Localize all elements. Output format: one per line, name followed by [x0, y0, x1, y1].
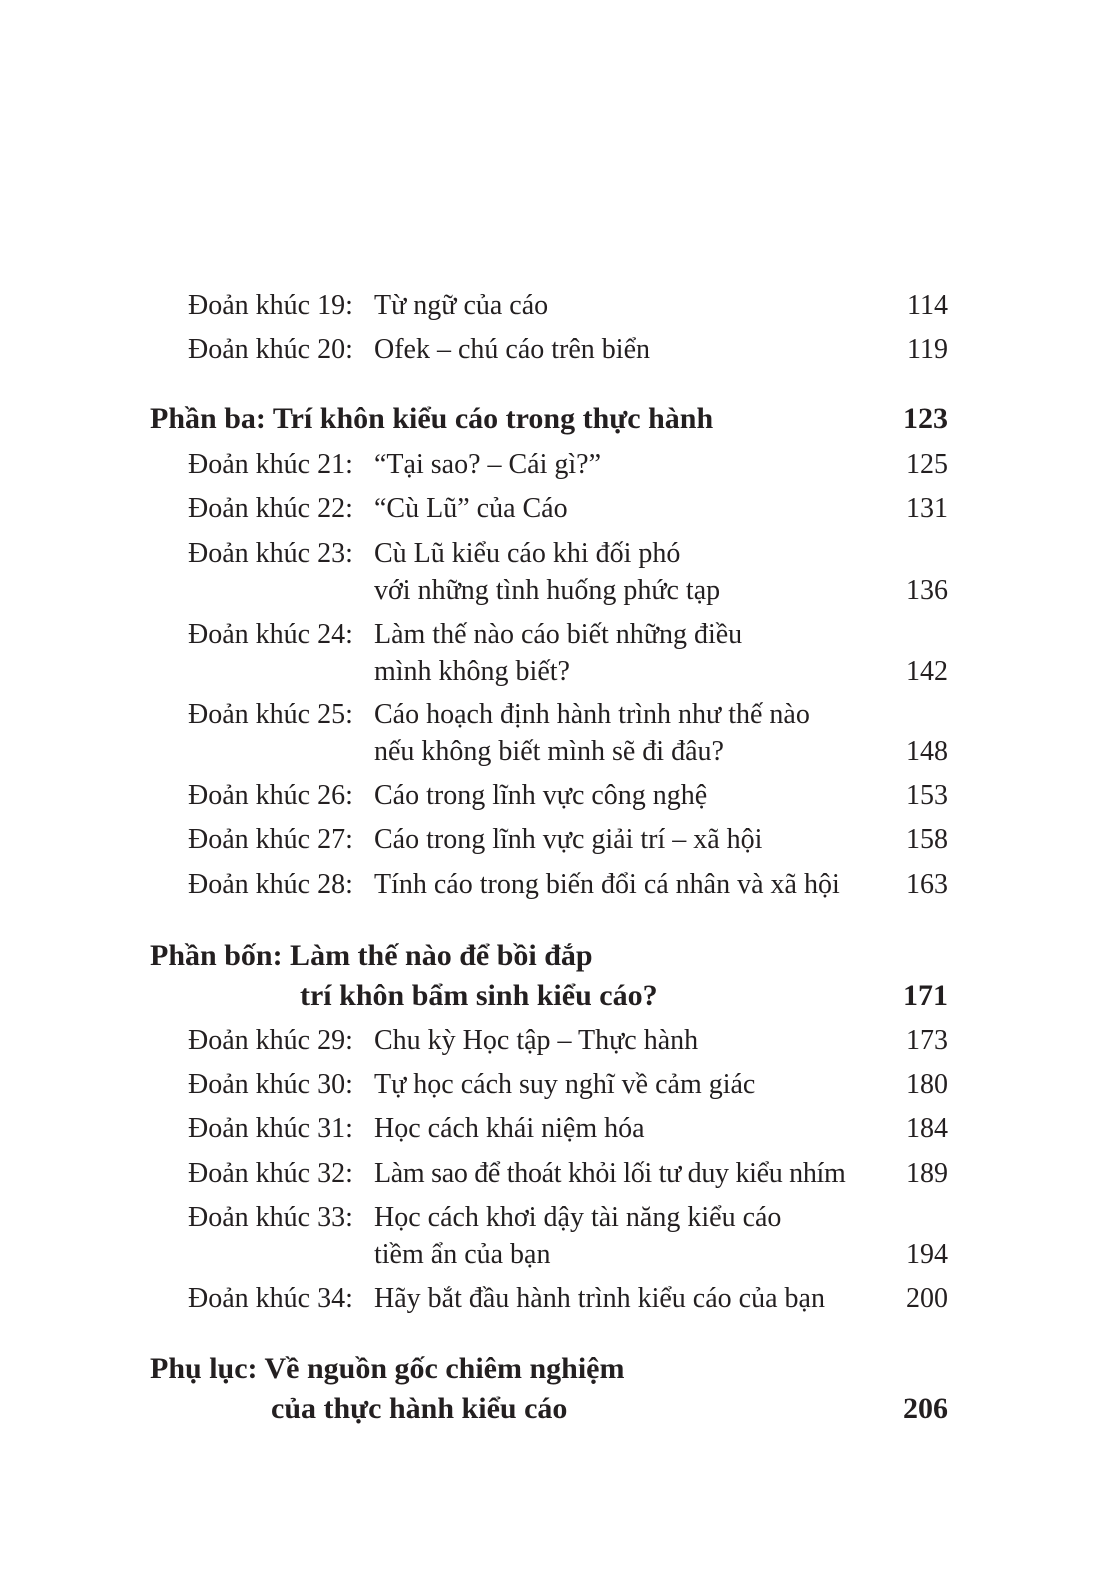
toc-entry-title-continued: tiềm ẩn của bạn [374, 1239, 551, 1270]
toc-page-number: 194 [906, 1239, 948, 1270]
toc-entry-label: Đoản khúc 31: [188, 1113, 353, 1144]
toc-entry-title: Học cách khái niệm hóa [374, 1113, 645, 1144]
toc-entry-title: “Cù Lũ” của Cáo [374, 493, 568, 524]
toc-entry-title: Làm sao để thoát khỏi lối tư duy kiểu nhím [374, 1158, 846, 1189]
toc-page-number: 131 [906, 493, 948, 524]
toc-entry-title: Học cách khơi dậy tài năng kiểu cáo [374, 1202, 782, 1233]
toc-page-number: 123 [903, 402, 948, 435]
toc-page-number: 180 [906, 1069, 948, 1100]
toc-entry-title: Hãy bắt đầu hành trình kiểu cáo của bạn [374, 1283, 825, 1314]
toc-page-number: 200 [906, 1283, 948, 1314]
toc-entry-label: Đoản khúc 33: [188, 1202, 353, 1233]
toc-entry-label: Đoản khúc 29: [188, 1025, 353, 1056]
toc-page-number: 206 [903, 1392, 948, 1425]
toc-page-number: 148 [906, 736, 948, 767]
toc-entry-label: Đoản khúc 20: [188, 334, 353, 365]
toc-page-number: 158 [906, 824, 948, 855]
toc-entry-title: Chu kỳ Học tập – Thực hành [374, 1025, 699, 1056]
toc-entry-title: Làm thế nào cáo biết những điều [374, 619, 743, 650]
toc-entry-label: Đoản khúc 24: [188, 619, 353, 650]
toc-entry-label: Đoản khúc 30: [188, 1069, 353, 1100]
toc-entry-label: Đoản khúc 26: [188, 780, 353, 811]
toc-page-number: 125 [906, 449, 948, 480]
toc-page-number: 114 [907, 290, 948, 321]
toc-page-number: 171 [903, 979, 948, 1012]
toc-page-number: 173 [906, 1025, 948, 1056]
toc-entry-title: Từ ngữ của cáo [374, 290, 549, 321]
toc-part-title: Phụ lục: Về nguồn gốc chiêm nghiệm [150, 1352, 625, 1385]
toc-entry-label: Đoản khúc 25: [188, 699, 353, 730]
toc-page-number: 119 [907, 334, 948, 365]
toc-entry-label: Đoản khúc 21: [188, 449, 353, 480]
toc-entry-label: Đoản khúc 27: [188, 824, 353, 855]
toc-entry-title: Cáo hoạch định hành trình như thế nào [374, 699, 810, 730]
toc-entry-title: Cáo trong lĩnh vực giải trí – xã hội [374, 824, 763, 855]
toc-entry-title: Ofek – chú cáo trên biển [374, 334, 650, 365]
toc-part-title: Phần bốn: Làm thế nào để bồi đắp [150, 939, 593, 972]
toc-entry-label: Đoản khúc 28: [188, 869, 353, 900]
toc-entry-title-continued: mình không biết? [374, 656, 570, 687]
toc-entry-title: Tính cáo trong biến đổi cá nhân và xã hội [374, 869, 840, 900]
toc-entry-label: Đoản khúc 34: [188, 1283, 353, 1314]
toc-page-number: 163 [906, 869, 948, 900]
toc-entry-title: Cù Lũ kiểu cáo khi đối phó [374, 538, 681, 569]
toc-entry-label: Đoản khúc 23: [188, 538, 353, 569]
toc-page-number: 189 [906, 1158, 948, 1189]
toc-page-number: 153 [906, 780, 948, 811]
toc-entry-title: “Tại sao? – Cái gì?” [374, 449, 602, 480]
toc-part-title-continued: trí khôn bẩm sinh kiểu cáo? [300, 979, 658, 1012]
toc-entry-title: Tự học cách suy nghĩ về cảm giác [374, 1069, 756, 1100]
toc-entry-label: Đoản khúc 22: [188, 493, 353, 524]
toc-entry-label: Đoản khúc 32: [188, 1158, 353, 1189]
toc-page-number: 142 [906, 656, 948, 687]
toc-entry-title-continued: nếu không biết mình sẽ đi đâu? [374, 736, 724, 767]
toc-entry-title: Cáo trong lĩnh vực công nghệ [374, 780, 708, 811]
toc-page-number: 136 [906, 575, 948, 606]
toc-page-number: 184 [906, 1113, 948, 1144]
toc-entry-title-continued: với những tình huống phức tạp [374, 575, 721, 606]
toc-part-title: Phần ba: Trí khôn kiểu cáo trong thực hành [150, 402, 714, 435]
toc-part-title-continued: của thực hành kiểu cáo [271, 1392, 568, 1425]
toc-entry-label: Đoản khúc 19: [188, 290, 353, 321]
